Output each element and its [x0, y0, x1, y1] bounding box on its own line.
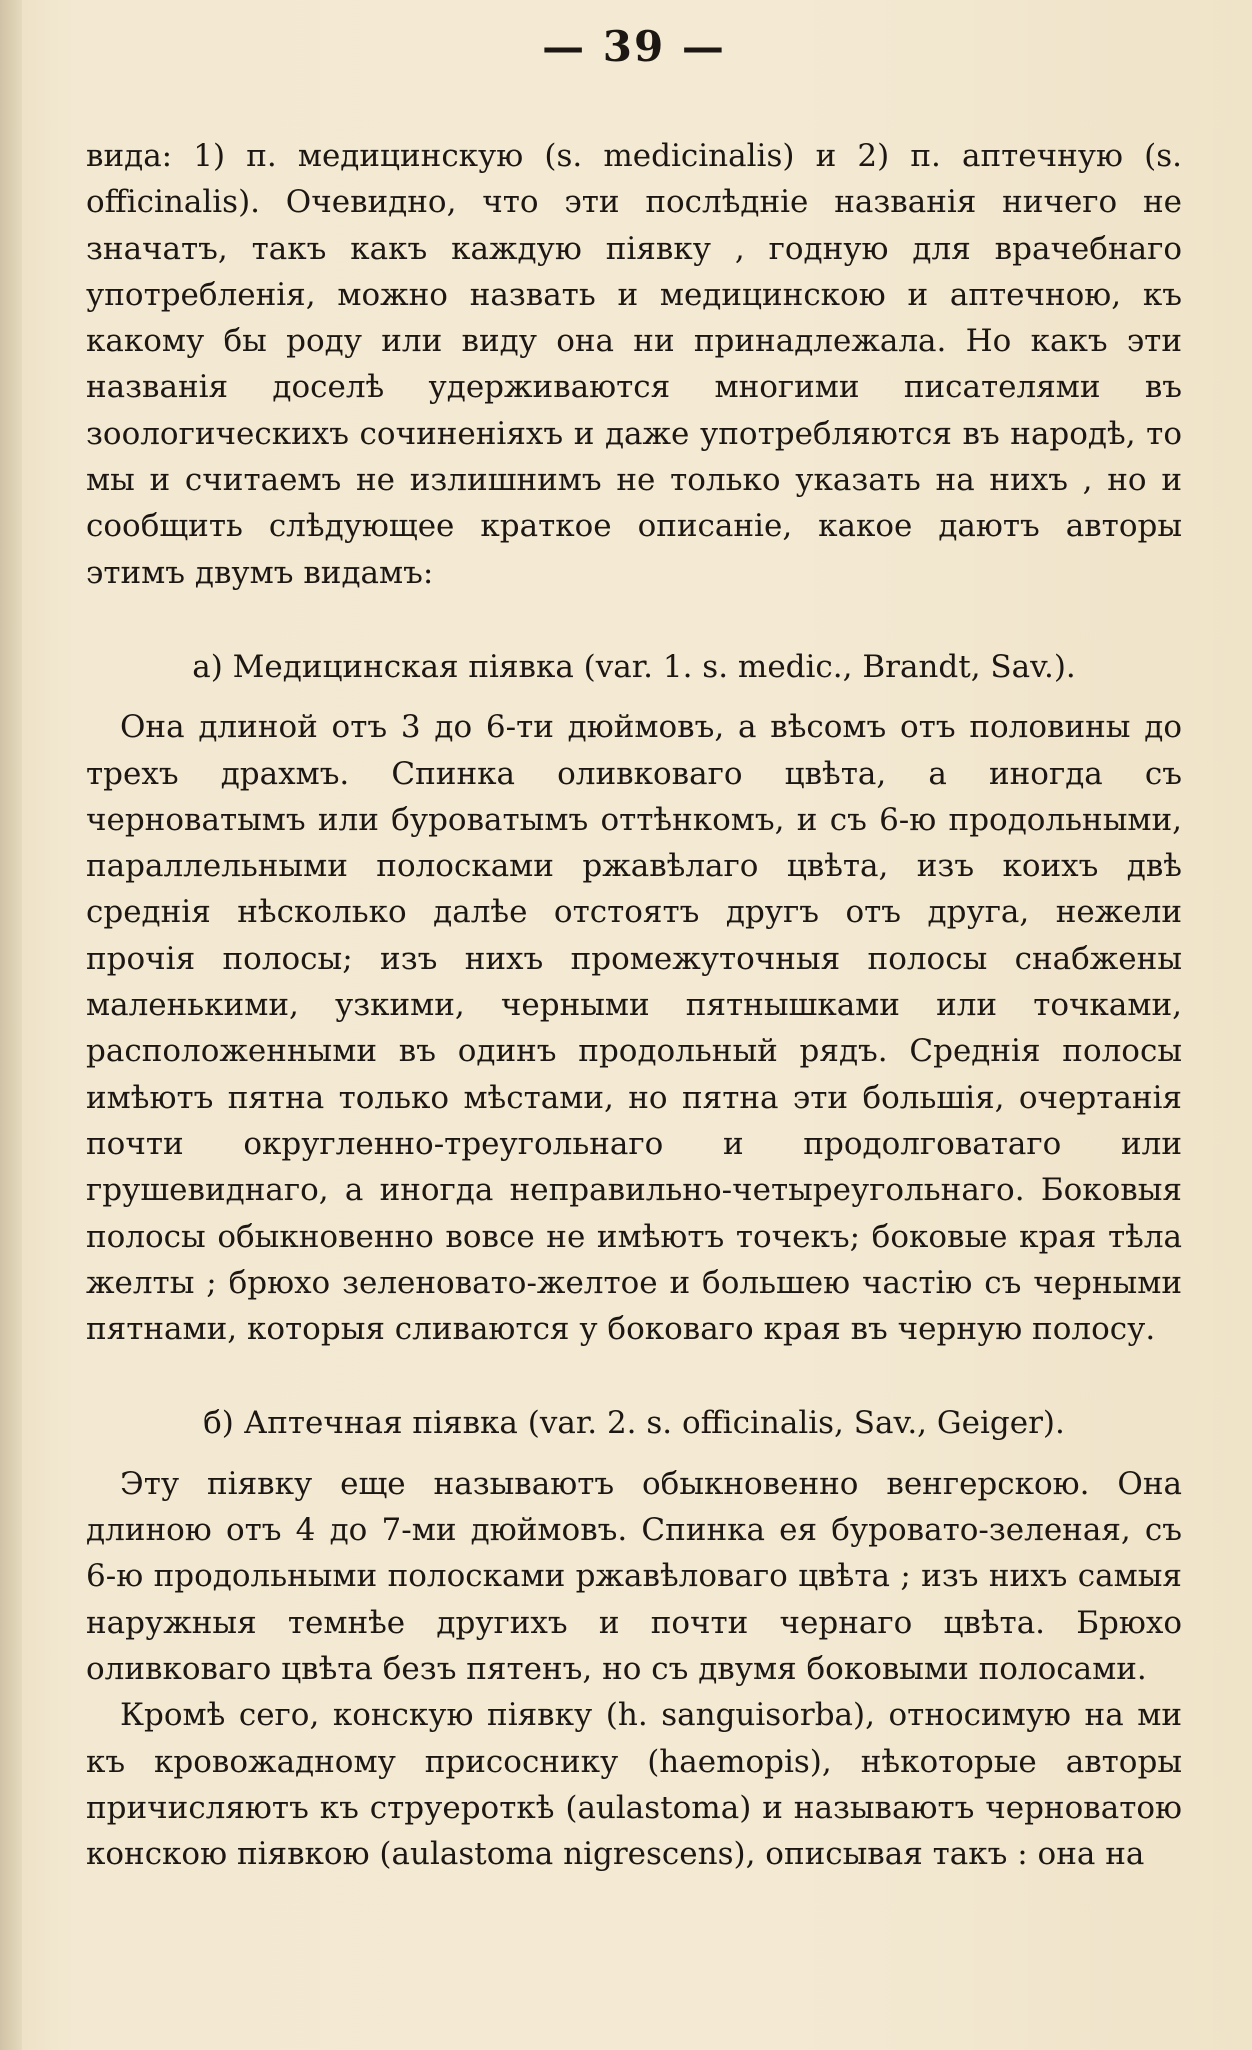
page-binding-edge	[0, 0, 22, 2050]
page-number: — 39 —	[542, 22, 726, 71]
medicinal-leech-description: Она длиной отъ 3 до 6-ти дюймовъ, а вѣсомъ отъ половины до трехъ драхмъ. Спинка оливковаго цвѣта, а иногда съ черноватымъ или буроватымъ оттѣнкомъ, и съ 6-ю продольными, параллельными полосками ржавѣлаго цвѣта, изъ коихъ двѣ среднія нѣсколько далѣе отстоятъ другъ отъ друга, нежели прочія полосы; изъ нихъ промежуточныя полосы снабжены маленькими, узкими, черными пятнышками или точками, расположенными въ одинъ продольный рядъ. Среднія полосы имѣютъ пятна только мѣстами, но пятна эти большія, очертанія почти округленно-треугольнаго и продолговатаго или грушевиднаго, а иногда неправильно-четыреугольнаго. Боковыя полосы обыкновенно вовсе не имѣютъ точекъ; боковые края тѣла желты ; брюхо зеленовато-желтое и большею частію съ черными пятнами, которыя сливаются у боковаго края въ черную полосу.	[86, 709, 1182, 1348]
officinal-leech-description: Эту піявку еще называютъ обыкновенно венгерскою. Она длиною отъ 4 до 7-ми дюймовъ. Спинка ея буровато-зеленая, съ 6-ю продольными полосками ржавѣловаго цвѣта ; изъ нихъ самыя наружныя темнѣе другихъ и почти чернаго цвѣта. Брюхо оливковаго цвѣта безъ пятенъ, но съ двумя боковыми полосами.	[86, 1465, 1182, 1687]
intro-paragraph: вида: 1) п. медицинскую (s. medicinalis) и 2) п. аптечную (s. officinalis). Очевидно, что эти послѣдніе названія ничего не значатъ, такъ какъ каждую піявку , годную для врачебнаго употребленія, можно назвать и медицинскою и аптечною, къ какому бы роду или виду она ни принадлежала. Но какъ эти названія доселѣ удерживаются многими писателями въ зоологическихъ сочиненіяхъ и даже употребляются въ народѣ, то мы и считаемъ не излишнимъ не только указать на нихъ , но и сообщить слѣдующее краткое описаніе, какое даютъ авторы этимъ двумъ видамъ:	[86, 138, 1182, 591]
medicinal-leech-heading: а) Медицинская піявка (var. 1. s. medic., Brandt, Sav.).	[192, 648, 1076, 685]
officinal-leech-heading: б) Аптечная піявка (var. 2. s. officinalis, Sav., Geiger).	[203, 1405, 1065, 1442]
horse-leech-paragraph: Кромѣ сего, конскую піявку (h. sanguisorba), относимую на ми къ кровожадному присоснику (haemopis), нѣкоторые авторы причисляютъ къ струероткѣ (aulastoma) и называютъ черноватою конскою піявкою (aulastoma nigrescens), описывая такъ : она на	[86, 1697, 1182, 1873]
